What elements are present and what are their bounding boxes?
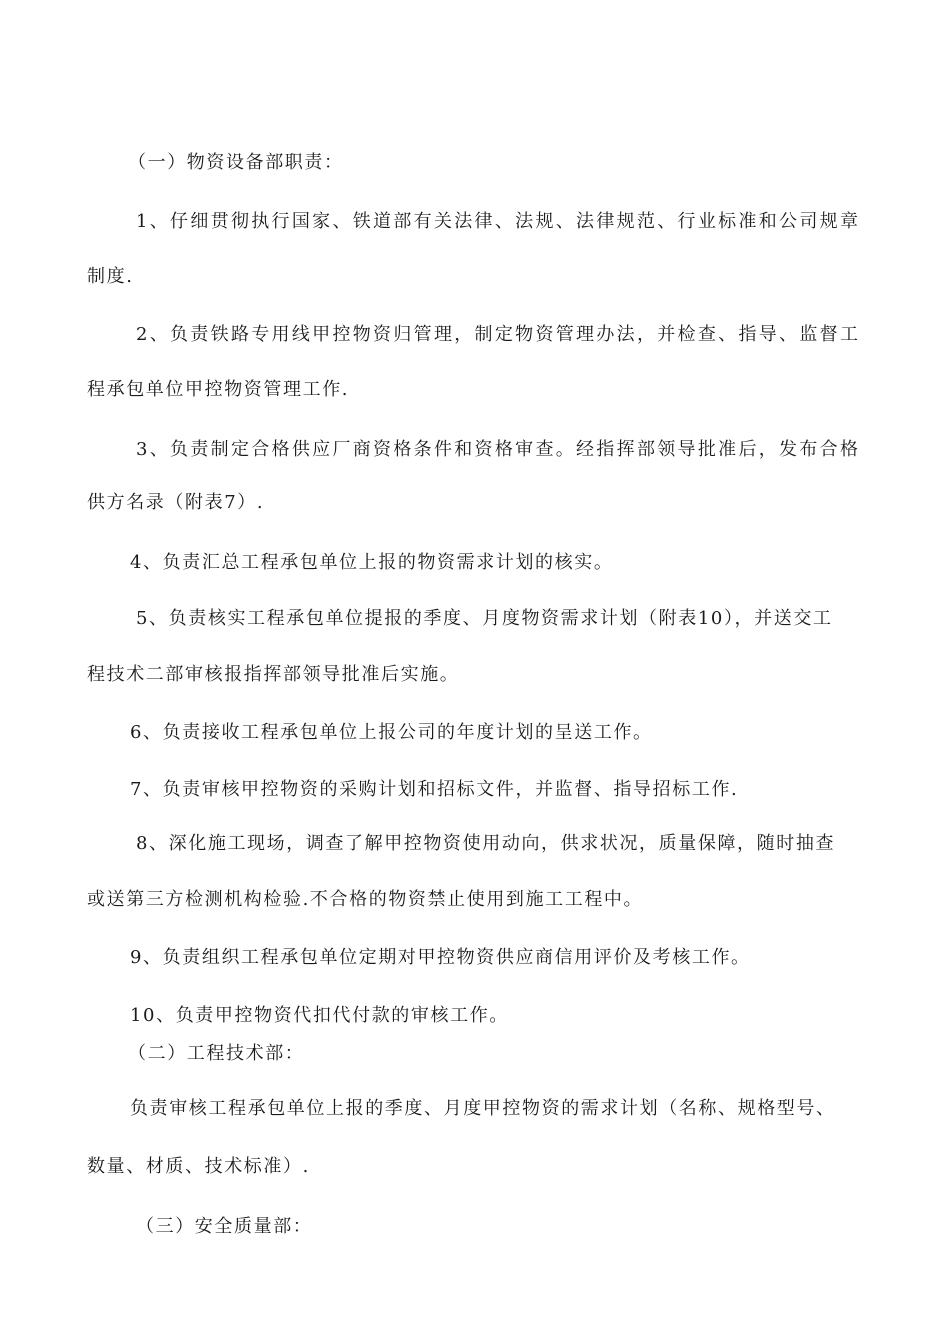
item-6: 6、负责接收工程承包单位上报公司的年度计划的呈送工作。 <box>130 722 653 743</box>
item-2-line-1: 2、负责铁路专用线甲控物资归管理，制定物资管理办法，并检查、指导、监督工 <box>136 324 861 345</box>
item-5-line-1: 5、负责核实工程承包单位提报的季度、月度物资需求计划（附表10），并送交工 <box>136 608 833 629</box>
item-8-line-1: 8、深化施工现场，调查了解甲控物资使用动向，供求状况，质量保障，随时抽查 <box>136 833 836 854</box>
item-1-line-1: 1、仔细贯彻执行国家、铁道部有关法律、法规、法律规范、行业标准和公司规章 <box>136 211 861 232</box>
item-8-line-2: 或送第三方检测机构检验.不合格的物资禁止使用到施工工程中。 <box>87 889 644 910</box>
item-1-line-2: 制度. <box>87 266 134 287</box>
section-heading-1: （一）物资设备部职责： <box>128 152 344 173</box>
item-7: 7、负责审核甲控物资的采购计划和招标文件，并监督、指导招标工作. <box>130 779 739 800</box>
section-2-paragraph-line-1: 负责审核工程承包单位上报的季度、月度甲控物资的需求计划（名称、规格型号、 <box>130 1098 836 1119</box>
item-3-line-2: 供方名录（附表7）. <box>87 492 265 513</box>
item-10: 10、负责甲控物资代扣代付款的审核工作。 <box>130 1005 509 1026</box>
section-heading-3: （三）安全质量部： <box>136 1216 313 1237</box>
item-3-line-1: 3、负责制定合格供应厂商资格条件和资格审查。经指挥部领导批准后，发布合格 <box>136 439 861 460</box>
item-2-line-2: 程承包单位甲控物资管理工作. <box>87 379 350 400</box>
item-9: 9、负责组织工程承包单位定期对甲控物资供应商信用评价及考核工作。 <box>130 947 751 968</box>
item-4: 4、负责汇总工程承包单位上报的物资需求计划的核实。 <box>130 552 614 573</box>
section-heading-2: （二）工程技术部： <box>128 1043 305 1064</box>
item-5-line-2: 程技术二部审核报指挥部领导批准后实施。 <box>87 664 460 685</box>
section-2-paragraph-line-2: 数量、材质、技术标准）. <box>87 1156 310 1177</box>
